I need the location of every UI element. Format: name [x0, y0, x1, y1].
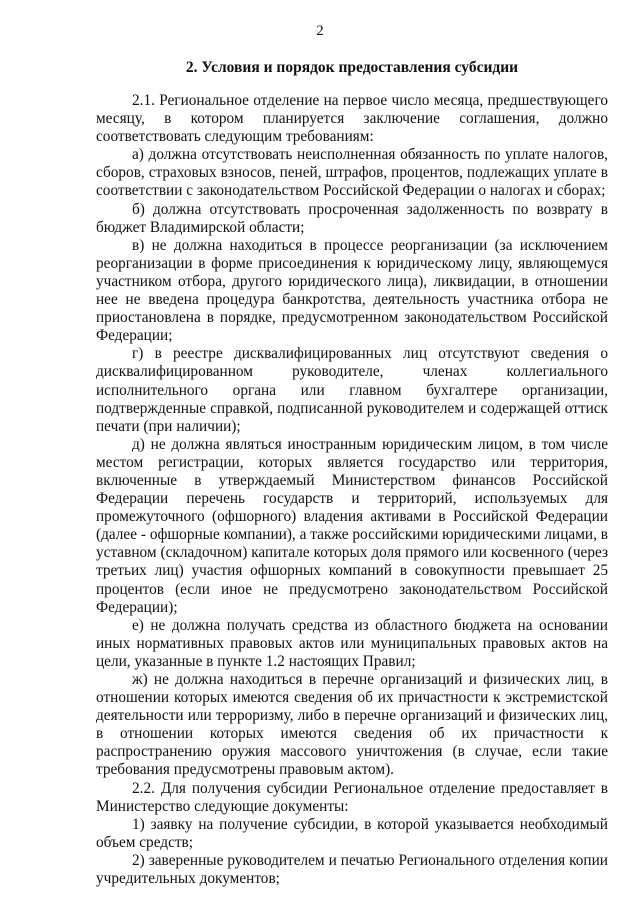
paragraph-item-v: в) не должна находиться в процессе реорганизации (за исключением реорганизации в форме присоединения к юридическому лицу, являющемуся участником отбора, другого юридического лица), ликвидации, в отношении нее не введена процедура банкротства, деятельность участника отбора не приостановлена в порядке, предусмотренном законодательством Российской Федерации;	[96, 236, 608, 345]
paragraph-item-g: г) в реестре дисквалифицированных лиц отсутствуют сведения о дисквалифицированном руководителе, членах коллегиального исполнительного органа или главном бухгалтере организации, подтвержденные справкой, подписанной руководителем и содержащей оттиск печати (при наличии);	[96, 345, 608, 435]
section-title: 2. Условия и порядок предоставления субсидии	[185, 59, 519, 76]
document-body	[96, 92, 608, 888]
page-number: 2	[316, 23, 324, 39]
paragraph-item-zh: ж) не должна находиться в перечне организаций и физических лиц, в отношении которых имеются сведения об их причастности к экстремистской деятельности или терроризму, либо в перечне организаций и физических лиц, в отношении которых имеются сведения об их причастности к распространению оружия массового уничтожения (в случае, если такие требования предусмотрены правовым актом).	[96, 671, 608, 779]
paragraph-2-1: 2.1. Региональное отделение на первое число месяца, предшествующего месяцу, в котором планируется заключение соглашения, должно соответствовать следующим требованиям:	[96, 92, 608, 146]
paragraph-item-d: д) не должна являться иностранным юридическим лицом, в том числе местом регистрации, которых является государство или территория, включенные в утверждаемый Министерством финансов Российской Федерации перечень государств и территорий, используемых для промежуточного (офшорного) владения активами в Российской Федерации (далее - офшорные компании), а также российскими юридическими лицами, в уставном (складочном) капитале которых доля прямого или косвенного (через третьих лиц) участия офшорных компаний в совокупности превышает 25 процентов (если иное не предусмотрено законодательством Российской Федерации);	[96, 435, 608, 616]
paragraph-item-b: б) должна отсутствовать просроченная задолженность по возврату в бюджет Владимирской области;	[96, 200, 608, 236]
paragraph-item-e: е) не должна получать средства из областного бюджета на основании иных нормативных правовых актов или муниципальных правовых актов на цели, указанные в пункте 1.2 настоящих Правил;	[96, 616, 608, 670]
paragraph-2-2: 2.2. Для получения субсидии Региональное отделение предоставляет в Министерство следующие документы:	[96, 779, 608, 815]
paragraph-item-2: 2) заверенные руководителем и печатью Регионального отделения копии учредительных документов;	[96, 851, 608, 888]
paragraph-item-a: а) должна отсутствовать неисполненная обязанность по уплате налогов, сборов, страховых взносов, пеней, штрафов, процентов, подлежащих уплате в соответствии с законодательством Российской Федерации о налогах и сборах;	[96, 146, 608, 200]
paragraph-item-1: 1) заявку на получение субсидии, в которой указывается необходимый объем средств;	[96, 815, 608, 851]
